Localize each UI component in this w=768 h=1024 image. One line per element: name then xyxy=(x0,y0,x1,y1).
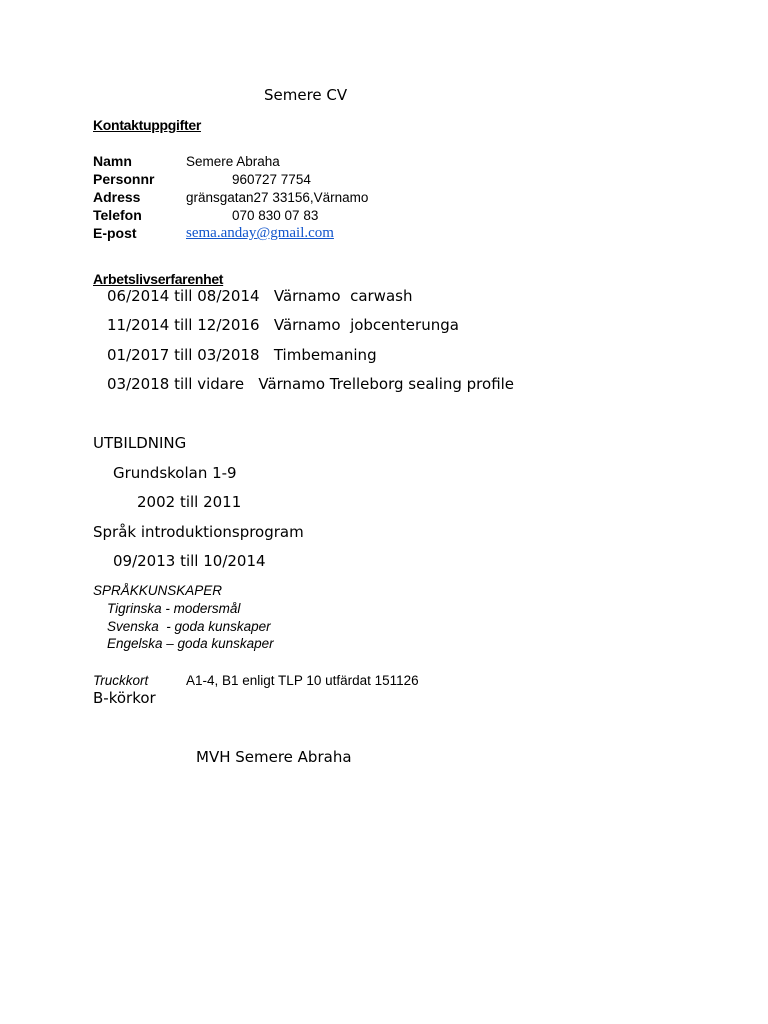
language-item: Svenska - goda kunskaper xyxy=(107,619,271,634)
languages-heading: SPRÅKKUNSKAPER xyxy=(93,583,223,598)
education-program-period: 09/2013 till 10/2014 xyxy=(113,552,266,570)
contact-heading: Kontaktuppgifter xyxy=(93,117,201,133)
language-item: Tigrinska - modersmål xyxy=(107,601,241,616)
education-school-period: 2002 till 2011 xyxy=(137,493,242,511)
language-item: Engelska – goda kunskaper xyxy=(107,636,274,651)
phone-label: Telefon xyxy=(93,207,142,223)
name-value: Semere Abraha xyxy=(186,154,280,169)
personnr-value: 960727 7754 xyxy=(232,172,311,187)
address-label: Adress xyxy=(93,189,141,205)
phone-value: 070 830 07 83 xyxy=(232,208,319,223)
signoff: MVH Semere Abraha xyxy=(196,748,352,766)
email-label: E-post xyxy=(93,225,137,241)
email-link[interactable]: sema.anday@gmail.com xyxy=(186,225,334,241)
document-title: Semere CV xyxy=(264,86,348,104)
work-item: 03/2018 till vidare Värnamo Trelleborg sealing profile xyxy=(107,375,515,393)
work-item: 11/2014 till 12/2016 Värnamo jobcenterunga xyxy=(107,316,459,334)
truck-label: Truckkort xyxy=(93,673,149,688)
driving-license: B-körkor xyxy=(93,689,156,707)
work-heading: Arbetslivserfarenhet xyxy=(93,271,224,287)
name-label: Namn xyxy=(93,153,132,169)
education-school: Grundskolan 1-9 xyxy=(113,464,237,482)
work-item: 01/2017 till 03/2018 Timbemaning xyxy=(107,346,377,364)
truck-value: A1-4, B1 enligt TLP 10 utfärdat 151126 xyxy=(186,673,419,688)
education-heading: UTBILDNING xyxy=(93,434,187,452)
education-program: Språk introduktionsprogram xyxy=(93,523,304,541)
personnr-label: Personnr xyxy=(93,171,155,187)
work-item: 06/2014 till 08/2014 Värnamo carwash xyxy=(107,287,413,305)
address-value: gränsgatan27 33156,Värnamo xyxy=(186,190,369,205)
